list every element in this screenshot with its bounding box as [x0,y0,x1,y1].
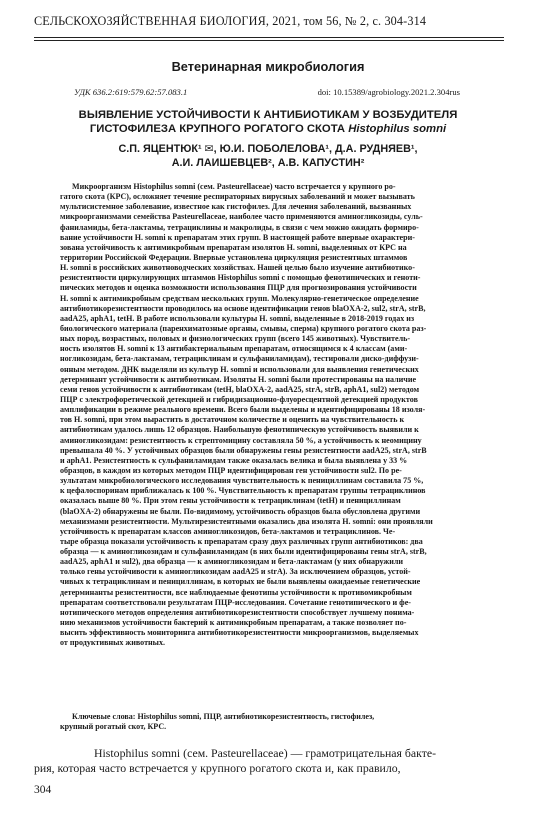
intro-line: Histophilus somni (сем. Pasteurellaceae) — грамотрицательная бакте- [94,746,437,760]
abstract-line: образцов, в каждом из которых методом ПЦР идентифицирован ген устойчивости sul2. По ре- [60,465,402,475]
abstract-line: ПЦР с электрофоретической детекцией и гибридизационно-флуоресцентной детекцией продуктов [60,394,418,404]
authors-line-2: А.И. ЛАИШЕВЦЕВ², А.В. КАПУСТИН² [171,157,365,169]
abstract-line: онным методом. ДНК выделяли из культур H. somni и использовали для выявления генетических [60,364,419,374]
abstract-line: биологического материала (паренхиматозные органы, смывы, сперма) крупного рогатого скота раз- [60,323,427,333]
abstract-line: чивых к тетрациклинам и пенициллинам, в которых не были выявлены ожидаемые генетические [60,577,421,587]
abstract-line: зована устойчивость к антимикробным препаратам изолятов H. somni, выделенных от КРС на [60,242,407,252]
title-species: Histophilus somni [348,123,447,135]
abstract-line: микроорганизмами семейства Pasteurellaceae, наиболее часто применяются аминогликозиды, суль- [60,212,423,222]
abstract-line: фаниламиды, бета-лактамы, тетрациклины и макролиды, в связи с чем можно ожидать формиро- [60,222,419,232]
abstract-line: от продуктивных животных. [60,638,165,648]
abstract-line: H. somni в российских животноводческих хозяйствах. Нашей целью было изучение антибиотико- [60,263,415,273]
abstract-line: нию механизмов устойчивости бактерий к антимикробным препаратам, а также позволяет по- [60,618,407,628]
abstract-line: к цефалоспоринам приближалась к 100 %. Чувствительность к препаратам группы тетрациклинов [60,486,426,496]
intro-paragraph [34,746,504,776]
title-line-1: ВЫЯВЛЕНИЕ УСТОЙЧИВОСТИ К АНТИБИОТИКАМ У ВОЗБУДИТЕЛЯ [78,109,458,121]
abstract-line: резистентности циркулирующих штаммов Histophilus somni с помощью фенотипических и геноти- [60,273,421,283]
abstract-line: территории Российской Федерации. Впервые установлена циркуляция резистентных штаммов [60,252,408,262]
abstract-line: аминогликозидам: резистентность к стрептомицину составляла 50 %, а устойчивость к неомицину [60,435,422,445]
abstract-line: гатого скота (КРС), осложняет течение респираторных вирусных заболеваний и может вызывать [60,192,415,202]
running-head: СЕЛЬСКОХОЗЯЙСТВЕННАЯ БИОЛОГИЯ, 2021, том 56, № 2, с. 304-314 [34,14,427,28]
header-rule-bottom [34,40,504,41]
abstract-line: механизмами резистентности. Мультирезистентными оказались два изолята H. somni: они проявляли [60,516,433,526]
title-line-2: ГИСТОФИЛЕЗА КРУПНОГО РОГАТОГО СКОТА Histophilus somni [89,123,447,135]
abstract-line: ных пород, возрастных, половых и физиологических групп (всего 145 животных). Чувствитель- [60,334,411,344]
abstract-line: вание устойчивости H. somni к препаратам этих групп. В настоящей работе впервые охарактери- [60,232,415,242]
udk-code: УДК 636.2:619:579.62:57.083.1 [74,87,188,97]
keywords [60,712,484,732]
abstract-line: устойчивость к препаратам классов аминогликозидов, бета-лактамов и тетрациклинов. Че- [60,526,396,536]
abstract-line: только гены устойчивости к аминогликозидам aadA25 и strA). За исключением образцов, устой- [60,567,411,577]
section-heading: Ветеринарная микробиология [171,59,365,74]
abstract-line: препаратам соответствовали результатам ПЦР-исследования. Сочетание генотипического и фе- [60,597,411,607]
header-rule-top [34,37,504,38]
abstract-line: зультатам микробиологического исследования чувствительность к пенициллинам составила 75 %, [60,476,424,486]
abstract-line: H. somni к антимикробным средствам нескольких групп. Молекулярно-генетическое определение [60,293,419,303]
abstract-line: детерминант устойчивости к антибиотикам. Изоляты H. somni были протестированы на наличие [60,374,417,384]
article-title [0,108,536,136]
abstract-line: амплификации в режиме реального времени. Всего были выделены и идентифицированы 18 изоля- [60,405,426,415]
abstract-line: детерминанты резистентности, все наблюдаемые фенотипы устойчивости к противомикробным [60,587,412,597]
authors-line-1: С.П. ЯЦЕНТЮК¹ ✉, Ю.И. ПОБОЛЕЛОВА¹, Д.А. РУДНЯЕВ¹, [118,143,418,155]
page-number: 304 [34,784,52,796]
abstract-line: мультисистемное заболевание, известное как гистофилез. Для лечения заболеваний, вызванных [60,202,412,212]
intro-line: рия, которая часто встречается у крупного рогатого скота и, как правило, [34,761,401,775]
abstract-line: (blaOXA-2) обнаружены не были. По-видимому, устойчивость образцов была обусловлена другими [60,506,421,516]
abstract-line: семи генов устойчивости к антибиотикам (tetH, blaOXA-2, aadA25, strA, strB, aphA1, sul2) методом [60,384,420,394]
abstract-line: превышала 40 %. У устойчивых образцов были обнаружены гены резистентности aadA25, strA, strB [60,445,427,455]
keywords-line: Ключевые слова: Histophilus somni, ПЦР, антибиотикорезистентность, гистофилез, [72,712,375,721]
abstract-line: оказалась выше 80 %. При этом гены устойчивости к тетрациклинам (tetH) и пенициллинам [60,496,401,506]
abstract-line: антибиотикам удалось лишь 12 образцов. Наибольшую фенотипическую устойчивость выявили к [60,425,419,435]
abstract-line: ногликозидам, бета-лактамам, тетрациклинам и сульфаниламидам), тестировали диско-диффузи- [60,354,419,364]
abstract-line: тов H. somni, при этом вырастить в достаточном количестве и оценить на чувствительность к [60,415,405,425]
abstract-line: Микроорганизм Histophilus somni (сем. Pasteurellaceae) часто встречается у крупного ро- [72,182,396,191]
abstract [60,182,484,648]
abstract-line: нотипического методов определения антибиотикорезистентности способствует лучшему понима- [60,607,415,617]
abstract-line: и aphA1. Резистентность к сульфаниламидам также оказалась велика и была выявлена у 33 % [60,455,408,465]
authors [0,142,536,170]
abstract-line: образца — к аминогликозидам и сульфаниламидам (в них были идентифицированы гены strA, strB, [60,547,427,557]
abstract-line: антибиотикорезистентности проводилось на основе идентификации генов blaOXA-2, sul2, strA, strB, [60,303,426,313]
keywords-line: крупный рогатый скот, КРС. [60,722,167,732]
abstract-line: aadA25, aphA1 и sul2), два образца — к аминогликозидам и бета-лактамам (у них обнаружили [60,557,403,567]
abstract-line: ность изолятов H. somni к 13 антибактериальным препаратам, относящимся к 4 классам (ами- [60,344,408,354]
doi: doi: 10.15389/agrobiology.2021.2.304rus [317,87,460,97]
abstract-line: пических методов и оценка возможности использования ПЦР для прогнозирования устойчивости [60,283,417,293]
abstract-line: aadA25, aphA1, tetH. В работе использовали культуры H. somni, выделенные в 2018-2019 годах из [60,313,415,323]
abstract-line: тыре образца показали устойчивость к препаратам сразу двух различных групп антибиотиков: два [60,536,423,546]
abstract-line: высить эффективность мониторинга антибиотикорезистентности микроорганизмов, выделяемых [60,628,419,638]
